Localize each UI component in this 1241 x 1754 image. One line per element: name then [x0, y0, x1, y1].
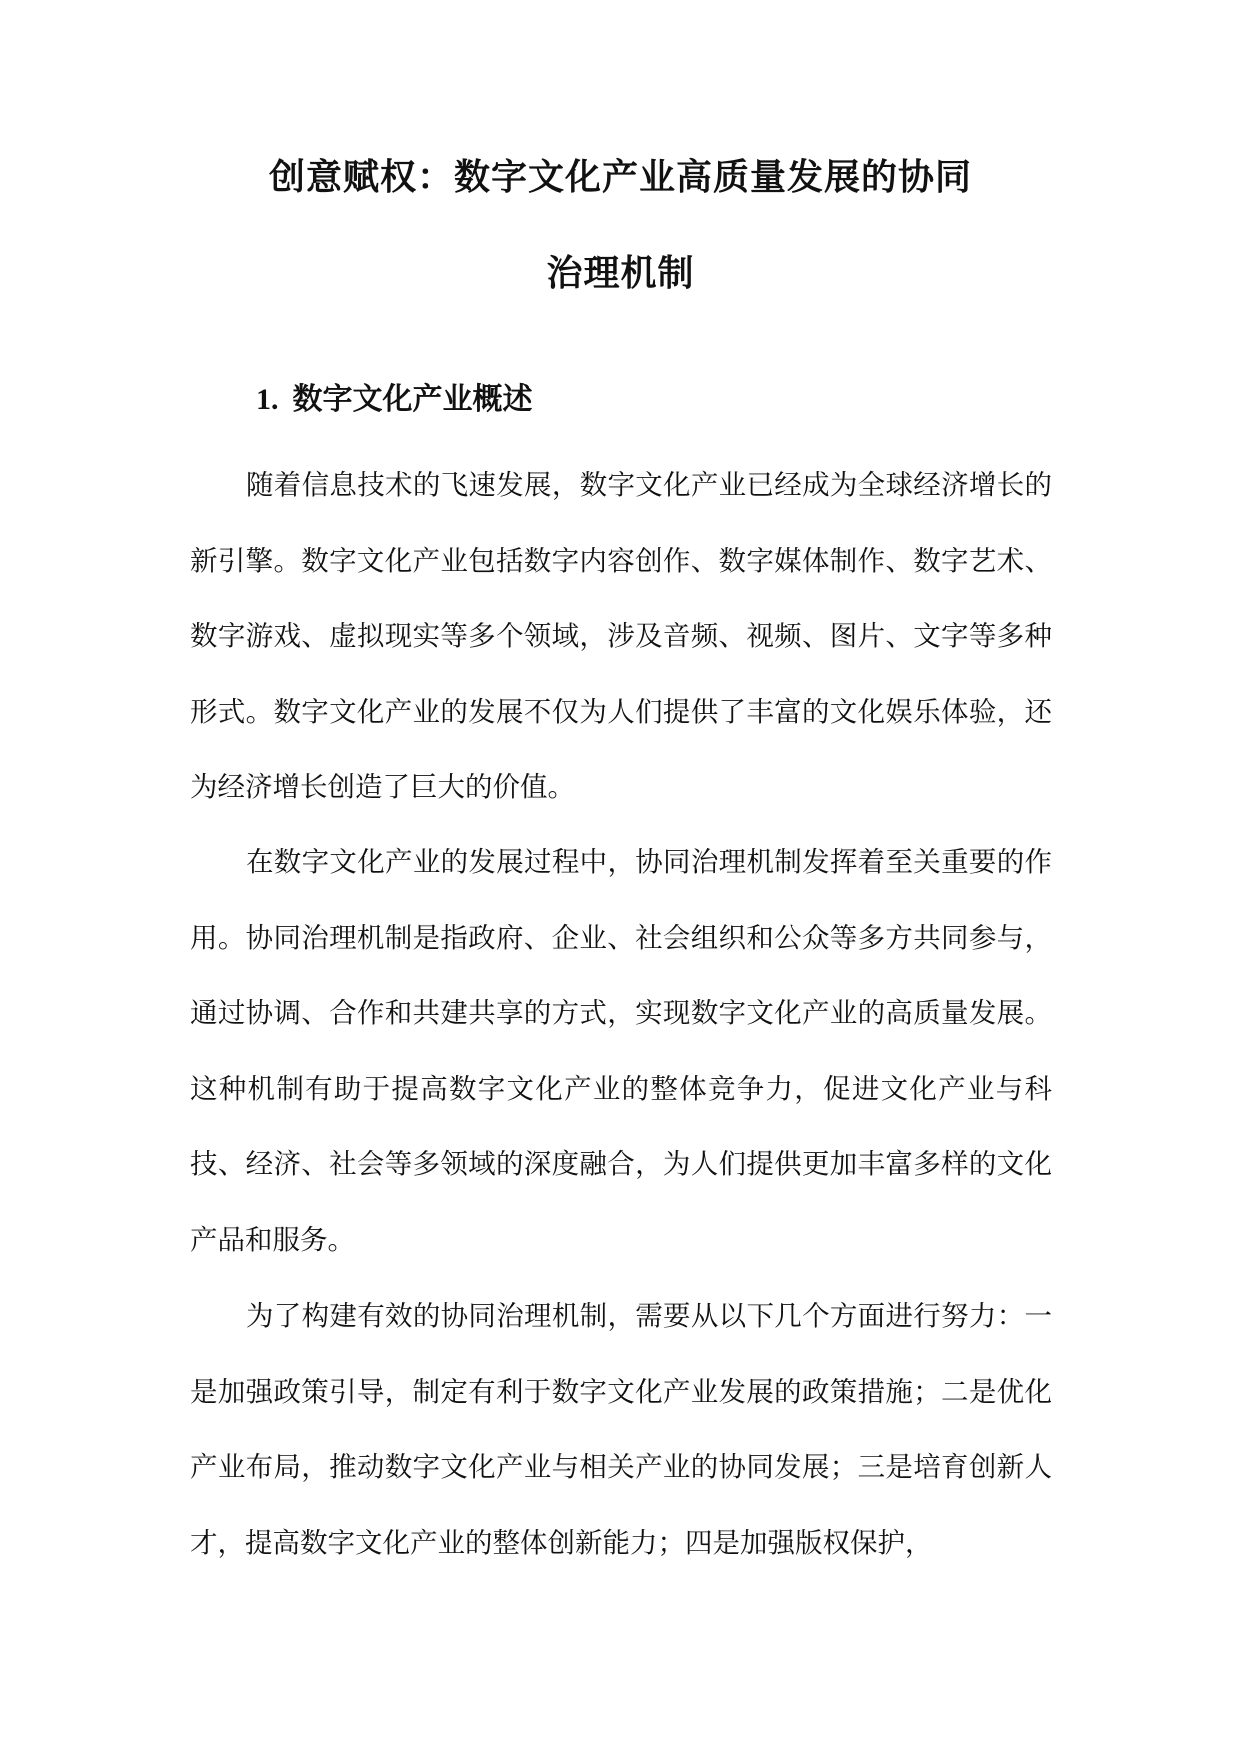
- body-paragraph-1: 随着信息技术的飞速发展，数字文化产业已经成为全球经济增长的新引擎。数字文化产业包括数字内容创作、数字媒体制作、数字艺术、数字游戏、虚拟现实等多个领域，涉及音频、视频、图片、文字等多种形式。数字文化产业的发展不仅为人们提供了丰富的文化娱乐体验，还为经济增长创造了巨大的价值。: [190, 469, 1052, 803]
- body-paragraph-2: 在数字文化产业的发展过程中，协同治理机制发挥着至关重要的作用。协同治理机制是指政府、企业、社会组织和公众等多方共同参与，通过协调、合作和共建共享的方式，实现数字文化产业的高质量发展。这种机制有助于提高数字文化产业的整体竞争力，促进文化产业与科技、经济、社会等多领域的深度融合，为人们提供更加丰富多样的文化产品和服务。: [190, 846, 1052, 1256]
- section-heading: [256, 380, 533, 420]
- section-number: 1.: [256, 383, 279, 416]
- section-heading-text: 数字文化产业概述: [292, 382, 533, 417]
- body-paragraph-3: 为了构建有效的协同治理机制，需要从以下几个方面进行努力：一是加强政策引导，制定有利于数字文化产业发展的政策措施；二是优化产业布局，推动数字文化产业与相关产业的协同发展；三是培育创新人才，提高数字文化产业的整体创新能力；四是加强版权保护，: [190, 1300, 1052, 1559]
- document-title-line-1: 创意赋权：数字文化产业高质量发展的协同: [268, 157, 972, 198]
- document-title-line-2: 治理机制: [546, 253, 695, 294]
